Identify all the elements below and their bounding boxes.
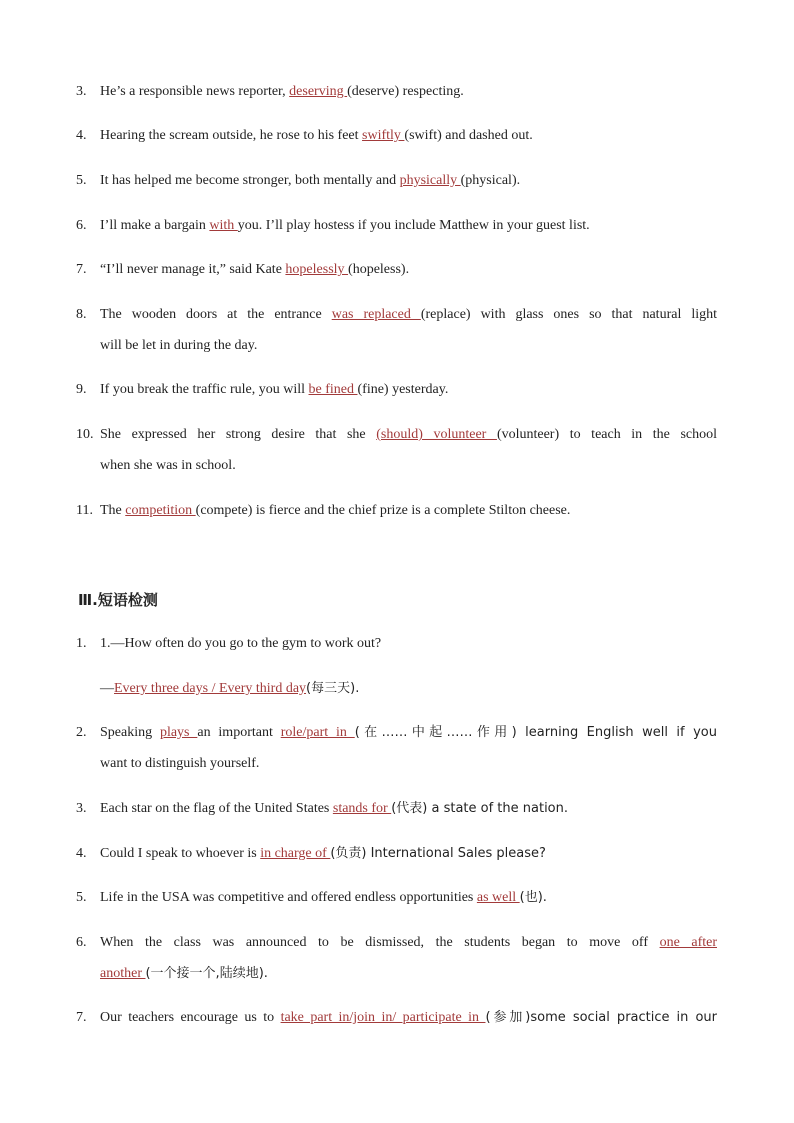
item-text: (deserve) respecting. <box>347 84 464 99</box>
item-text: Speaking <box>100 725 160 740</box>
answer-blank: (should) volunteer <box>376 427 497 442</box>
item-text: The wooden doors at the entrance <box>100 307 332 322</box>
item-continuation: want to distinguish yourself. <box>100 756 260 771</box>
item-text: The <box>100 503 126 518</box>
item-text: you. I’ll play hostess if you include Matthew in your guest list. <box>237 218 590 233</box>
item-text: (swift) and dashed out. <box>404 128 533 143</box>
exercise-item-9 <box>100 381 448 399</box>
exercise-item-6 <box>100 217 590 235</box>
phrase-item-1: 1.—How often do you go to the gym to work out? <box>100 636 382 651</box>
answer-blank: with <box>209 218 238 233</box>
item-continuation <box>100 965 268 983</box>
answer-blank: competition <box>125 503 196 518</box>
item-text: — <box>100 681 114 696</box>
item-continuation <box>100 680 359 698</box>
item-number: 3. <box>76 801 87 816</box>
item-text: (一个接一个,陆续地). <box>145 966 268 981</box>
item-number: 4. <box>76 128 87 143</box>
answer-blank: deserving <box>289 84 348 99</box>
answer-blank: was replaced <box>331 307 421 322</box>
item-text: Could I speak to whoever is <box>100 846 261 861</box>
item-text: an important <box>197 725 281 740</box>
item-number: 8. <box>76 307 87 322</box>
item-text: (fine) yesterday. <box>357 382 449 397</box>
item-text: “I’ll never manage it,” said Kate <box>100 262 286 277</box>
item-text: Our teachers encourage us to <box>100 1010 281 1025</box>
answer-blank: another <box>100 966 146 981</box>
item-text: (参加)some social practice in our <box>485 1010 717 1025</box>
item-text: (在……中起……作用) learning English well if you <box>354 725 717 740</box>
phrase-item-3 <box>100 800 568 818</box>
answer-blank: as well <box>476 890 520 905</box>
item-text: (hopeless). <box>348 262 410 277</box>
item-text: (replace) with glass ones so that natural light <box>420 307 717 322</box>
exercise-item-5 <box>100 172 520 190</box>
phrase-item-7 <box>100 1009 717 1027</box>
answer-blank: role/part in <box>280 725 355 740</box>
item-number: 6. <box>76 218 87 233</box>
answer-blank: plays <box>159 725 198 740</box>
answer-blank: take part in/join in/ participate in <box>280 1010 486 1025</box>
phrase-item-4 <box>100 845 546 863</box>
item-text: I’ll make a bargain <box>100 218 210 233</box>
phrase-item-5 <box>100 889 547 907</box>
exercise-item-4 <box>100 127 533 145</box>
answer-blank: one after <box>659 935 717 950</box>
answer-blank: stands for <box>332 801 392 816</box>
item-number: 7. <box>76 262 87 277</box>
exercise-item-3 <box>100 83 464 101</box>
item-continuation: when she was in school. <box>100 458 236 473</box>
item-text: If you break the traffic rule, you will <box>100 382 309 397</box>
exercise-item-11 <box>100 502 570 520</box>
phrase-item-2 <box>100 724 717 742</box>
item-number: 5. <box>76 173 87 188</box>
section-heading: Ⅲ.短语检测 <box>78 591 158 609</box>
item-number: 6. <box>76 935 87 950</box>
item-text: (physical). <box>460 173 521 188</box>
answer-blank: Every three days / Every third day <box>114 681 307 696</box>
exercise-item-8 <box>100 306 717 324</box>
item-text: Hearing the scream outside, he rose to his feet <box>100 128 363 143</box>
item-text: (compete) is fierce and the chief prize is a complete Stilton cheese. <box>195 503 571 518</box>
phrase-item-6 <box>100 934 717 952</box>
item-text: It has helped me become stronger, both mentally and <box>100 173 400 188</box>
item-number: 7. <box>76 1010 87 1025</box>
item-text: (代表) a state of the nation. <box>391 801 569 816</box>
item-number: 9. <box>76 382 87 397</box>
answer-blank: swiftly <box>362 128 405 143</box>
item-number: 5. <box>76 890 87 905</box>
answer-blank: be fined <box>308 382 358 397</box>
item-text: She expressed her strong desire that she <box>100 427 377 442</box>
item-text: When the class was announced to be dismissed, the students began to move off <box>100 935 660 950</box>
item-number: 2. <box>76 725 87 740</box>
item-text: (每三天). <box>306 681 360 696</box>
item-number: 3. <box>76 84 87 99</box>
item-text: He’s a responsible news reporter, <box>100 84 290 99</box>
exercise-item-7 <box>100 261 409 279</box>
item-text: Life in the USA was competitive and offered endless opportunities <box>100 890 477 905</box>
answer-blank: hopelessly <box>285 262 349 277</box>
item-number: 4. <box>76 846 87 861</box>
answer-blank: physically <box>399 173 461 188</box>
item-text: Each star on the flag of the United States <box>100 801 333 816</box>
item-text: (也). <box>519 890 547 905</box>
item-number: 11. <box>76 503 93 518</box>
item-number: 1. <box>76 636 87 651</box>
exercise-item-10 <box>100 426 717 444</box>
item-continuation: will be let in during the day. <box>100 338 258 353</box>
item-number: 10. <box>76 427 94 442</box>
item-text: (负责) International Sales please? <box>330 846 546 861</box>
answer-blank: in charge of <box>260 846 331 861</box>
item-text: (volunteer) to teach in the school <box>496 427 717 442</box>
